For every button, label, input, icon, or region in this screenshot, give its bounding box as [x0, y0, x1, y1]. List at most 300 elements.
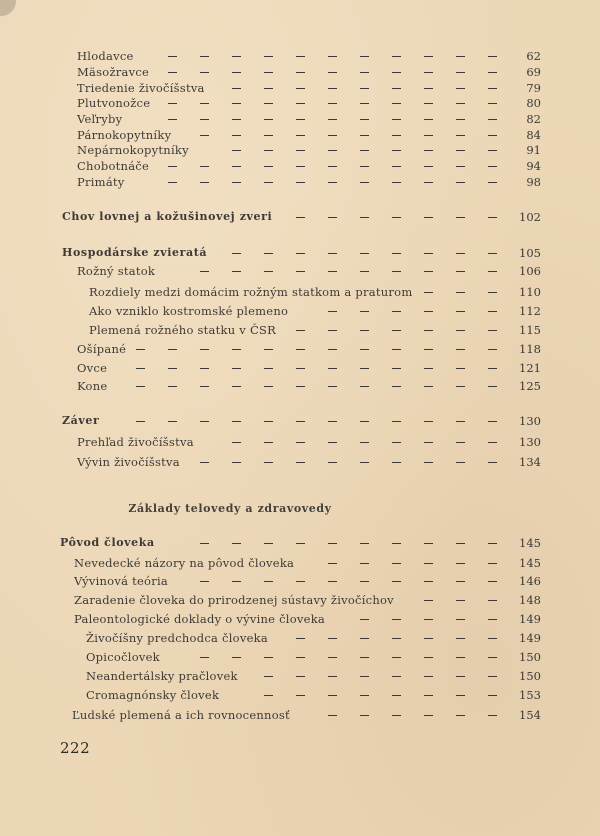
leader-dash [328, 676, 337, 677]
toc-entry-page: 79 [526, 81, 541, 95]
toc-entry-title: Plemená rožného statku v ČSR [89, 323, 277, 337]
leader-dash [488, 88, 497, 89]
leader-dash [328, 119, 337, 120]
leader-dash [264, 150, 273, 151]
leader-dash [424, 563, 433, 564]
leader-dash [360, 135, 369, 136]
leader-dash [488, 271, 497, 272]
leader-dash [392, 563, 401, 564]
leader-dash [360, 715, 369, 716]
leader-dash [360, 676, 369, 677]
toc-entry-title: Rozdiely medzi domácim rožným statkom a praturom [89, 285, 413, 299]
leader-dash [456, 563, 465, 564]
leader-dash [232, 88, 241, 89]
leader-dash [200, 581, 209, 582]
toc-entry-title: Plutvonožce [77, 96, 151, 110]
leader-dash [296, 271, 305, 272]
leader-dash [456, 442, 465, 443]
leader-dash [424, 600, 433, 601]
leader-dash [392, 676, 401, 677]
section-heading: Základy telovedy a zdravovedy [128, 502, 332, 515]
leader-dash [392, 253, 401, 254]
leader-dash [424, 56, 433, 57]
leader-dash [296, 386, 305, 387]
leader-dash [200, 56, 209, 57]
toc-entry-title: Opicočlovek [86, 650, 160, 664]
leader-dash [488, 72, 497, 73]
leader-dash [392, 442, 401, 443]
leader-dash [232, 386, 241, 387]
leader-dash [456, 56, 465, 57]
toc-entry-title: Chov lovnej a kožušinovej zveri [62, 210, 273, 223]
leader-dash [264, 135, 273, 136]
leader-dash [232, 421, 241, 422]
leader-dash [456, 271, 465, 272]
leader-dash [328, 166, 337, 167]
toc-entry [0, 611, 600, 627]
leader-dash [168, 103, 177, 104]
toc-entry [0, 284, 600, 300]
leader-dash [392, 619, 401, 620]
toc-entry-title: Cromagnónsky človek [86, 688, 220, 702]
leader-dash [456, 150, 465, 151]
leader-dash [360, 88, 369, 89]
leader-dash [392, 657, 401, 658]
leader-dash [360, 271, 369, 272]
leader-dash [200, 271, 209, 272]
toc-entry-title: Hospodárske zvieratá [62, 246, 208, 259]
toc-entry-title: Zaradenie človeka do prirodzenej sústavy živočíchov [74, 593, 394, 607]
leader-dash [296, 150, 305, 151]
leader-dash [264, 676, 273, 677]
leader-dash [360, 330, 369, 331]
leader-dash [488, 638, 497, 639]
toc-entry-title: Neandertálsky pračlovek [86, 669, 238, 683]
toc-entry-title: Paleontologické doklady o vývine človeka [74, 612, 326, 626]
toc-entry [0, 649, 600, 665]
page-number: 222 [60, 739, 91, 757]
toc-entry [0, 378, 600, 394]
leader-dash [360, 619, 369, 620]
toc-entry [0, 555, 600, 571]
leader-dash [456, 543, 465, 544]
leader-dash [424, 462, 433, 463]
leader-dash [360, 421, 369, 422]
leader-dash [136, 421, 145, 422]
toc-entry-title: Kone [77, 379, 108, 393]
leader-dash [488, 715, 497, 716]
leader-dash [456, 638, 465, 639]
toc-entry-page: 130 [519, 414, 541, 428]
leader-dash [328, 543, 337, 544]
leader-dash [488, 253, 497, 254]
leader-dash [296, 103, 305, 104]
leader-dash [264, 166, 273, 167]
leader-dash [456, 657, 465, 658]
toc-entry [0, 48, 600, 64]
toc-entry-page: 134 [519, 455, 541, 469]
toc-entry-page: 106 [519, 264, 541, 278]
toc-entry-page: 82 [526, 112, 541, 126]
leader-dash [200, 166, 209, 167]
leader-dash [328, 311, 337, 312]
toc-entry-page: 153 [519, 688, 541, 702]
leader-dash [456, 88, 465, 89]
leader-dash [264, 462, 273, 463]
leader-dash [488, 349, 497, 350]
leader-dash [456, 253, 465, 254]
leader-dash [424, 676, 433, 677]
leader-dash [424, 715, 433, 716]
toc-entry [0, 127, 600, 143]
leader-dash [328, 182, 337, 183]
toc-entry [0, 592, 600, 608]
leader-dash [232, 103, 241, 104]
leader-dash [328, 715, 337, 716]
leader-dash [424, 349, 433, 350]
leader-dash [328, 103, 337, 104]
leader-dash [360, 56, 369, 57]
leader-dash [296, 217, 305, 218]
leader-dash [456, 166, 465, 167]
toc-entry-page: 105 [519, 246, 541, 260]
leader-dash [296, 421, 305, 422]
leader-dash [200, 421, 209, 422]
toc-entry-title: Párnokopytníky [77, 128, 172, 142]
leader-dash [456, 349, 465, 350]
leader-dash [136, 368, 145, 369]
leader-dash [264, 271, 273, 272]
toc-entry-page: 145 [519, 556, 541, 570]
leader-dash [360, 563, 369, 564]
leader-dash [392, 217, 401, 218]
leader-dash [360, 657, 369, 658]
toc-entry-page: 102 [519, 210, 541, 224]
leader-dash [456, 292, 465, 293]
leader-dash [232, 150, 241, 151]
toc-entry [0, 454, 600, 470]
toc-entry [0, 434, 600, 450]
leader-dash [200, 368, 209, 369]
toc-entry [0, 687, 600, 703]
toc-entry-title: Ovce [77, 361, 108, 375]
toc-entry-title: Živočíšny predchodca človeka [86, 631, 268, 645]
leader-dash [392, 638, 401, 639]
toc-entry [0, 64, 600, 80]
toc-entry [0, 341, 600, 357]
toc-entry-title: Veľryby [77, 112, 123, 126]
toc-entry-title: Nepárnokopytníky [77, 143, 189, 157]
leader-dash [424, 217, 433, 218]
toc-entry-title: Ošípané [77, 342, 127, 356]
toc-entry-title: Prehľad živočíšstva [77, 435, 194, 449]
leader-dash [488, 421, 497, 422]
leader-dash [424, 103, 433, 104]
toc-entry-page: 145 [519, 536, 541, 550]
leader-dash [424, 253, 433, 254]
leader-dash [392, 150, 401, 151]
toc-entry-page: 146 [519, 574, 541, 588]
leader-dash [264, 253, 273, 254]
leader-dash [264, 386, 273, 387]
leader-dash [456, 421, 465, 422]
toc-entry [0, 80, 600, 96]
leader-dash [328, 135, 337, 136]
leader-dash [200, 657, 209, 658]
leader-dash [424, 88, 433, 89]
leader-dash [232, 368, 241, 369]
toc-entry [0, 245, 600, 261]
leader-dash [296, 638, 305, 639]
leader-dash [296, 135, 305, 136]
leader-dash [168, 368, 177, 369]
toc-entry-page: 130 [519, 435, 541, 449]
leader-dash [488, 543, 497, 544]
toc-entry-page: 80 [526, 96, 541, 110]
leader-dash [456, 695, 465, 696]
leader-dash [360, 368, 369, 369]
toc-entry-page: 154 [519, 708, 541, 722]
leader-dash [232, 56, 241, 57]
leader-dash [424, 271, 433, 272]
leader-dash [488, 676, 497, 677]
leader-dash [360, 150, 369, 151]
leader-dash [488, 292, 497, 293]
leader-dash [296, 56, 305, 57]
leader-dash [200, 182, 209, 183]
toc-entry-title: Triedenie živočíšstva [77, 81, 205, 95]
leader-dash [424, 330, 433, 331]
leader-dash [424, 292, 433, 293]
leader-dash [360, 581, 369, 582]
leader-dash [360, 217, 369, 218]
leader-dash [232, 135, 241, 136]
toc-entry [0, 263, 600, 279]
leader-dash [456, 103, 465, 104]
toc-entry-title: Nevedecké názory na pôvod človeka [74, 556, 295, 570]
leader-dash [360, 386, 369, 387]
leader-dash [264, 581, 273, 582]
leader-dash [296, 349, 305, 350]
leader-dash [232, 442, 241, 443]
toc-entry [0, 174, 600, 190]
leader-dash [200, 119, 209, 120]
leader-dash [136, 349, 145, 350]
toc-entry [0, 142, 600, 158]
toc-entry-page: 121 [519, 361, 541, 375]
toc-entry [0, 303, 600, 319]
toc-entry [0, 535, 600, 551]
leader-dash [264, 119, 273, 120]
leader-dash [328, 56, 337, 57]
leader-dash [136, 386, 145, 387]
leader-dash [488, 368, 497, 369]
leader-dash [392, 103, 401, 104]
leader-dash [456, 715, 465, 716]
toc-entry-title: Hlodavce [77, 49, 134, 63]
leader-dash [360, 166, 369, 167]
leader-dash [168, 56, 177, 57]
leader-dash [424, 386, 433, 387]
leader-dash [264, 695, 273, 696]
toc-entry-page: 115 [519, 323, 541, 337]
leader-dash [456, 182, 465, 183]
leader-dash [424, 657, 433, 658]
toc-entry-page: 150 [519, 669, 541, 683]
leader-dash [392, 72, 401, 73]
leader-dash [456, 581, 465, 582]
toc-entry-page: 110 [519, 285, 541, 299]
leader-dash [424, 442, 433, 443]
leader-dash [424, 119, 433, 120]
toc-entry-page: 125 [519, 379, 541, 393]
toc-entry-title: Záver [62, 414, 100, 427]
leader-dash [360, 103, 369, 104]
leader-dash [424, 581, 433, 582]
leader-dash [328, 563, 337, 564]
leader-dash [360, 349, 369, 350]
leader-dash [328, 638, 337, 639]
toc-entry-page: 94 [526, 159, 541, 173]
leader-dash [360, 462, 369, 463]
leader-dash [232, 349, 241, 350]
leader-dash [488, 695, 497, 696]
leader-dash [200, 135, 209, 136]
leader-dash [232, 543, 241, 544]
leader-dash [360, 442, 369, 443]
toc-entry [0, 95, 600, 111]
leader-dash [488, 600, 497, 601]
leader-dash [488, 563, 497, 564]
leader-dash [360, 182, 369, 183]
toc-entry-page: 69 [526, 65, 541, 79]
leader-dash [232, 581, 241, 582]
leader-dash [456, 72, 465, 73]
toc-entry [0, 668, 600, 684]
leader-dash [328, 271, 337, 272]
leader-dash [264, 421, 273, 422]
leader-dash [168, 421, 177, 422]
leader-dash [232, 119, 241, 120]
leader-dash [232, 271, 241, 272]
leader-dash [456, 135, 465, 136]
leader-dash [488, 657, 497, 658]
leader-dash [200, 103, 209, 104]
toc-entry-title: Vývinová teória [74, 574, 168, 588]
leader-dash [392, 421, 401, 422]
paper-stain [0, 0, 16, 16]
leader-dash [456, 217, 465, 218]
leader-dash [200, 349, 209, 350]
leader-dash [392, 166, 401, 167]
leader-dash [424, 619, 433, 620]
leader-dash [264, 72, 273, 73]
leader-dash [264, 349, 273, 350]
leader-dash [168, 349, 177, 350]
leader-dash [488, 386, 497, 387]
leader-dash [392, 386, 401, 387]
leader-dash [456, 311, 465, 312]
leader-dash [296, 442, 305, 443]
toc-entry [0, 360, 600, 376]
leader-dash [296, 72, 305, 73]
leader-dash [456, 330, 465, 331]
leader-dash [200, 72, 209, 73]
leader-dash [360, 543, 369, 544]
leader-dash [392, 88, 401, 89]
leader-dash [488, 581, 497, 582]
leader-dash [488, 619, 497, 620]
leader-dash [424, 72, 433, 73]
leader-dash [328, 386, 337, 387]
leader-dash [328, 462, 337, 463]
toc-entry [0, 630, 600, 646]
toc-entry-page: 112 [519, 304, 541, 318]
toc-entry [0, 158, 600, 174]
leader-dash [264, 88, 273, 89]
toc-entry [0, 111, 600, 127]
leader-dash [488, 462, 497, 463]
leader-dash [456, 119, 465, 120]
toc-entry-page: 118 [519, 342, 541, 356]
toc-entry [0, 209, 600, 225]
leader-dash [456, 386, 465, 387]
leader-dash [264, 182, 273, 183]
leader-dash [328, 253, 337, 254]
leader-dash [232, 657, 241, 658]
leader-dash [296, 368, 305, 369]
leader-dash [360, 119, 369, 120]
leader-dash [424, 182, 433, 183]
leader-dash [456, 676, 465, 677]
leader-dash [392, 368, 401, 369]
leader-dash [488, 166, 497, 167]
leader-dash [296, 695, 305, 696]
leader-dash [168, 386, 177, 387]
leader-dash [424, 695, 433, 696]
leader-dash [296, 657, 305, 658]
toc-entry-page: 149 [519, 631, 541, 645]
toc-entry [0, 413, 600, 429]
leader-dash [328, 88, 337, 89]
toc-entry-page: 62 [526, 49, 541, 63]
leader-dash [200, 386, 209, 387]
leader-dash [264, 543, 273, 544]
leader-dash [168, 166, 177, 167]
leader-dash [424, 638, 433, 639]
leader-dash [424, 368, 433, 369]
leader-dash [456, 619, 465, 620]
leader-dash [264, 56, 273, 57]
leader-dash [296, 182, 305, 183]
toc-entry-title: Pôvod človeka [60, 536, 155, 549]
leader-dash [360, 253, 369, 254]
toc-entry-title: Chobotnáče [77, 159, 150, 173]
toc-entry-page: 98 [526, 175, 541, 189]
leader-dash [392, 715, 401, 716]
leader-dash [328, 330, 337, 331]
leader-dash [488, 182, 497, 183]
leader-dash [392, 182, 401, 183]
leader-dash [328, 217, 337, 218]
leader-dash [264, 657, 273, 658]
toc-entry [0, 573, 600, 589]
leader-dash [456, 600, 465, 601]
leader-dash [392, 349, 401, 350]
toc-entry-title: Primáty [77, 175, 125, 189]
leader-dash [232, 253, 241, 254]
leader-dash [488, 330, 497, 331]
